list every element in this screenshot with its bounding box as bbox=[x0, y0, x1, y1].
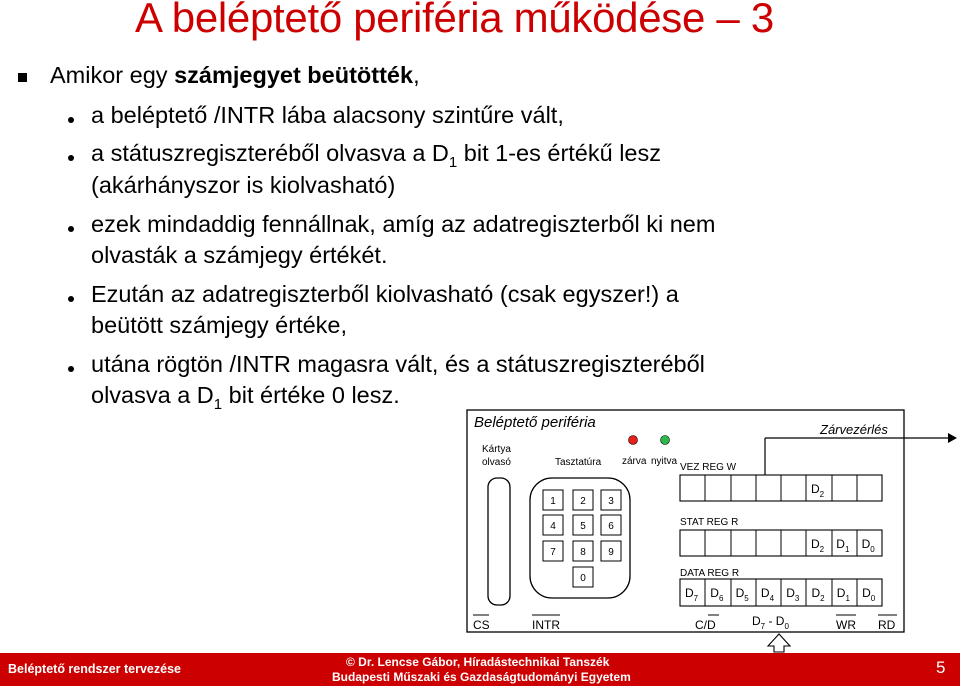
data-bit-2: $D_2$ bbox=[811, 586, 825, 603]
data-bit-0: $D_0$ bbox=[862, 586, 876, 603]
key-1-label: 1 bbox=[550, 496, 556, 507]
card-reader-label-2: olvasó bbox=[482, 457, 511, 468]
bullet-text-2: a státuszregiszteréből olvasva a $D_1$ bit 1-es értékű lesz bbox=[91, 140, 662, 171]
bullet-text-3-cont: olvasták a számjegy értékét. bbox=[91, 242, 388, 268]
green-led-icon bbox=[661, 436, 670, 445]
pin-cd: C/D bbox=[695, 618, 716, 632]
stat-register bbox=[680, 530, 882, 556]
key-7-label: 7 bbox=[550, 547, 556, 558]
open-label: nyitva bbox=[651, 456, 678, 467]
pin-intr: INTR bbox=[532, 618, 560, 632]
bullet-text-2-cont: (akárhányszor is kiolvasható) bbox=[91, 172, 396, 198]
data-bit-4: $D_4$ bbox=[760, 586, 775, 603]
data-bit-3: $D_3$ bbox=[786, 586, 800, 603]
bullet-text-5: utána rögtön /INTR magasra vált, és a státuszregiszteréből bbox=[91, 351, 705, 377]
keypad-label: Tasztatúra bbox=[555, 457, 602, 468]
key-2-label: 2 bbox=[580, 496, 586, 507]
peripheral-title: Beléptető periféria bbox=[474, 414, 596, 431]
data-bit-6: $D_6$ bbox=[710, 586, 724, 603]
footer-course-title: Beléptető rendszer tervezése bbox=[8, 662, 181, 676]
data-reg-label: DATA REG R bbox=[680, 568, 740, 579]
vez-reg-label: VEZ REG W bbox=[680, 462, 737, 473]
key-8-label: 8 bbox=[580, 547, 586, 558]
footer-bar bbox=[0, 653, 960, 686]
bullet-text-4: Ezután az adatregiszterből kiolvasható (csak egyszer!) a bbox=[91, 281, 679, 307]
footer-author: © Dr. Lencse Gábor, Híradástechnikai Tanszék bbox=[346, 655, 610, 669]
arrow-right-icon bbox=[948, 433, 957, 443]
stat-bit-1: $D_1$ bbox=[836, 537, 850, 554]
key-4-label: 4 bbox=[550, 521, 556, 532]
bullet-text-1: a beléptető /INTR lába alacsony szintűre vált, bbox=[91, 102, 564, 128]
key-6-label: 6 bbox=[608, 521, 614, 532]
bullet-text-5-cont: olvasva a $D_1$ bit értéke 0 lesz. bbox=[91, 382, 400, 413]
key-0-label: 0 bbox=[580, 573, 586, 584]
vez-bit-d2: $D_2$ bbox=[811, 482, 825, 499]
red-led-icon bbox=[629, 436, 638, 445]
card-reader-slot bbox=[488, 478, 510, 605]
key-9-label: 9 bbox=[608, 547, 614, 558]
closed-label: zárva bbox=[622, 456, 647, 467]
control-label: Zárvezérlés bbox=[820, 422, 888, 437]
slide-title: A beléptető periféria működése – 3 bbox=[135, 0, 774, 41]
key-5-label: 5 bbox=[580, 521, 586, 532]
stat-reg-label: STAT REG R bbox=[680, 517, 739, 528]
stat-bit-2: $D_2$ bbox=[811, 537, 825, 554]
pin-cs: CS bbox=[473, 618, 490, 632]
bus-arrow-icon bbox=[768, 634, 790, 652]
card-reader-label-1: Kártya bbox=[482, 444, 511, 455]
pin-rd: RD bbox=[878, 618, 896, 632]
pin-bus: $D_7 - D_0$ bbox=[752, 614, 789, 631]
key-3-label: 3 bbox=[608, 496, 614, 507]
footer-university: Budapesti Műszaki és Gazdaságtudományi Egyetem bbox=[332, 670, 631, 684]
bullet-text-4-cont: beütött számjegy értéke, bbox=[91, 312, 348, 338]
data-bit-5: $D_5$ bbox=[735, 586, 749, 603]
vez-register bbox=[680, 475, 882, 501]
bullet-text-3: ezek mindaddig fennállnak, amíg az adatregiszterből ki nem bbox=[91, 211, 716, 237]
stat-bit-0: $D_0$ bbox=[861, 537, 875, 554]
data-bit-7: $D_7$ bbox=[685, 586, 699, 603]
intro-line: Amikor egy számjegyet beütötték, bbox=[50, 62, 420, 88]
data-bit-1: $D_1$ bbox=[836, 586, 850, 603]
pin-wr: WR bbox=[836, 618, 856, 632]
page-number: 5 bbox=[936, 658, 946, 677]
